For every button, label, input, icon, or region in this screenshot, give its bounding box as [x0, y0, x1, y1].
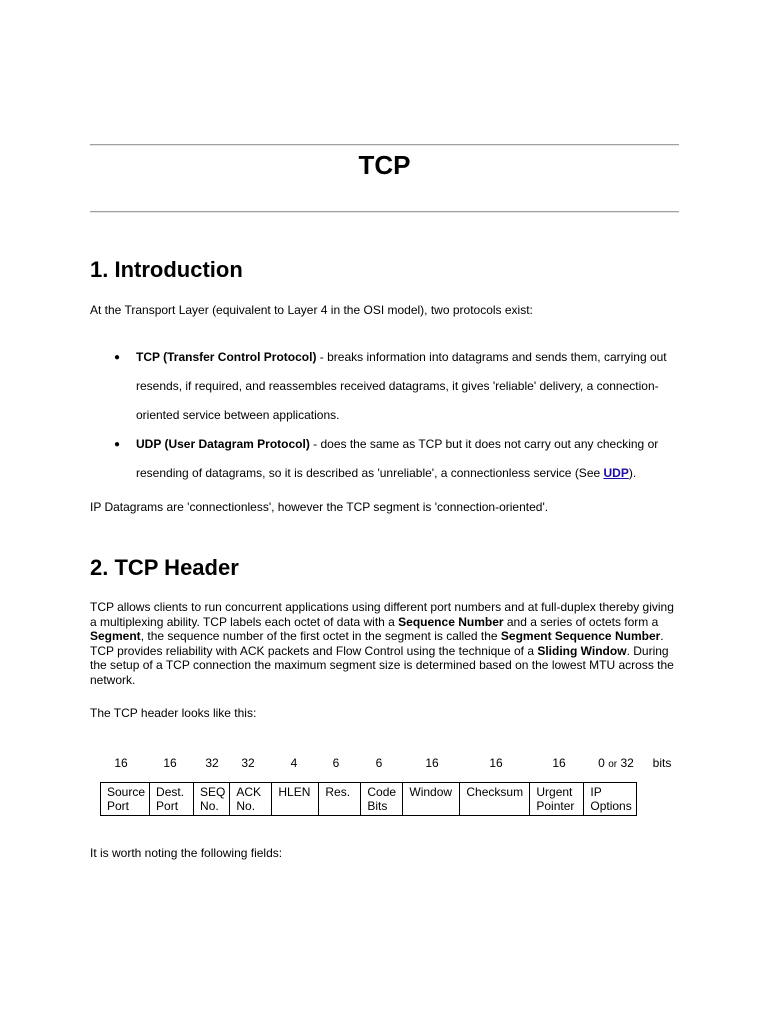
- bits-urgent: 16: [552, 756, 566, 770]
- udp-desc-tail: ).: [628, 466, 637, 480]
- bullet-icon: ●: [114, 439, 121, 450]
- field-dest-port: Dest. Port: [150, 783, 194, 816]
- paragraph-text: . TCP provides reliability with ACK packets and Flow Control using the technique of a: [90, 629, 664, 658]
- tcp-header-table: [100, 782, 637, 816]
- field-hlen: HLEN: [272, 783, 319, 816]
- field-checksum: Checksum: [460, 783, 530, 816]
- tcp-header-paragraph: [90, 600, 680, 687]
- field-seq-no: SEQ No.: [194, 783, 230, 816]
- bits-res: 6: [332, 756, 340, 770]
- bits-ack: 32: [241, 756, 255, 770]
- field-res: Res.: [319, 783, 361, 816]
- title-divider: [90, 211, 679, 213]
- field-urgent-pointer: Urgent Pointer: [530, 783, 584, 816]
- bullet-icon: ●: [114, 352, 121, 363]
- intro-heading: 1. Introduction: [90, 257, 243, 282]
- bold-term: Sequence Number: [398, 614, 504, 629]
- list-item-udp: [90, 430, 680, 488]
- bits-options-min: 0: [598, 756, 605, 770]
- table-row: [101, 783, 637, 816]
- page-title: TCP: [358, 150, 411, 180]
- field-source-port: Source Port: [101, 783, 150, 816]
- tcp-header-looks-like: The TCP header looks like this:: [90, 706, 257, 720]
- list-item-tcp: [90, 343, 680, 430]
- bits-source-port: 16: [114, 756, 128, 770]
- udp-term: UDP (User Datagram Protocol): [136, 437, 310, 451]
- bits-hlen: 4: [290, 756, 298, 770]
- bold-term: Segment: [90, 629, 141, 643]
- paragraph-text: TCP allows clients to run concurrent applications using different port numbers and at full-duplex thereby giving a multiplexing ability. TCP labels each octet of data with a: [90, 600, 674, 629]
- bold-term: Segment Sequence Number: [500, 629, 661, 643]
- udp-desc: - does the same as TCP but it does not carry out any checking or resending of datagrams, so it is described as 'unreliable', a connectionless service (See: [136, 437, 659, 480]
- paragraph-text: , the sequence number of the first octet in the segment is called the: [140, 629, 501, 643]
- field-code-bits: Code Bits: [361, 783, 403, 816]
- bits-options-max: 32: [620, 756, 634, 770]
- paragraph-text: and a series of octets form a: [503, 614, 659, 629]
- bit-widths-row: [90, 756, 690, 772]
- tcp-desc: - breaks information into datagrams and sends them, carrying out resends, if required, and reassembles received datagrams, it gives 'reliable' delivery, a connection-oriented service between applications.: [136, 350, 667, 422]
- bits-unit: bits: [652, 756, 672, 770]
- tcp-header-heading: 2. TCP Header: [90, 555, 239, 580]
- bits-seq: 32: [205, 756, 219, 770]
- field-window: Window: [403, 783, 460, 816]
- bits-options: [598, 756, 634, 770]
- paragraph-text: . During the setup of a TCP connection the maximum segment size is determined based on the lowest MTU across the network.: [90, 643, 674, 687]
- tcp-term: TCP (Transfer Control Protocol): [136, 350, 317, 364]
- top-divider: [90, 144, 679, 146]
- intro-lead: At the Transport Layer (equivalent to Layer 4 in the OSI model), two protocols exist:: [90, 303, 533, 317]
- bits-options-or: or: [608, 759, 618, 770]
- udp-link[interactable]: UDP: [603, 466, 629, 480]
- intro-closing: IP Datagrams are 'connectionless', however the TCP segment is 'connection-oriented'.: [90, 500, 549, 514]
- protocol-list: [90, 343, 680, 488]
- bold-term: Sliding Window: [537, 643, 627, 658]
- field-ip-options: IP Options: [584, 783, 636, 816]
- bits-code: 6: [375, 756, 383, 770]
- fields-note: It is worth noting the following fields:: [90, 846, 283, 860]
- bits-window: 16: [425, 756, 439, 770]
- field-ack-no: ACK No.: [230, 783, 272, 816]
- bits-checksum: 16: [489, 756, 503, 770]
- bits-dest-port: 16: [163, 756, 177, 770]
